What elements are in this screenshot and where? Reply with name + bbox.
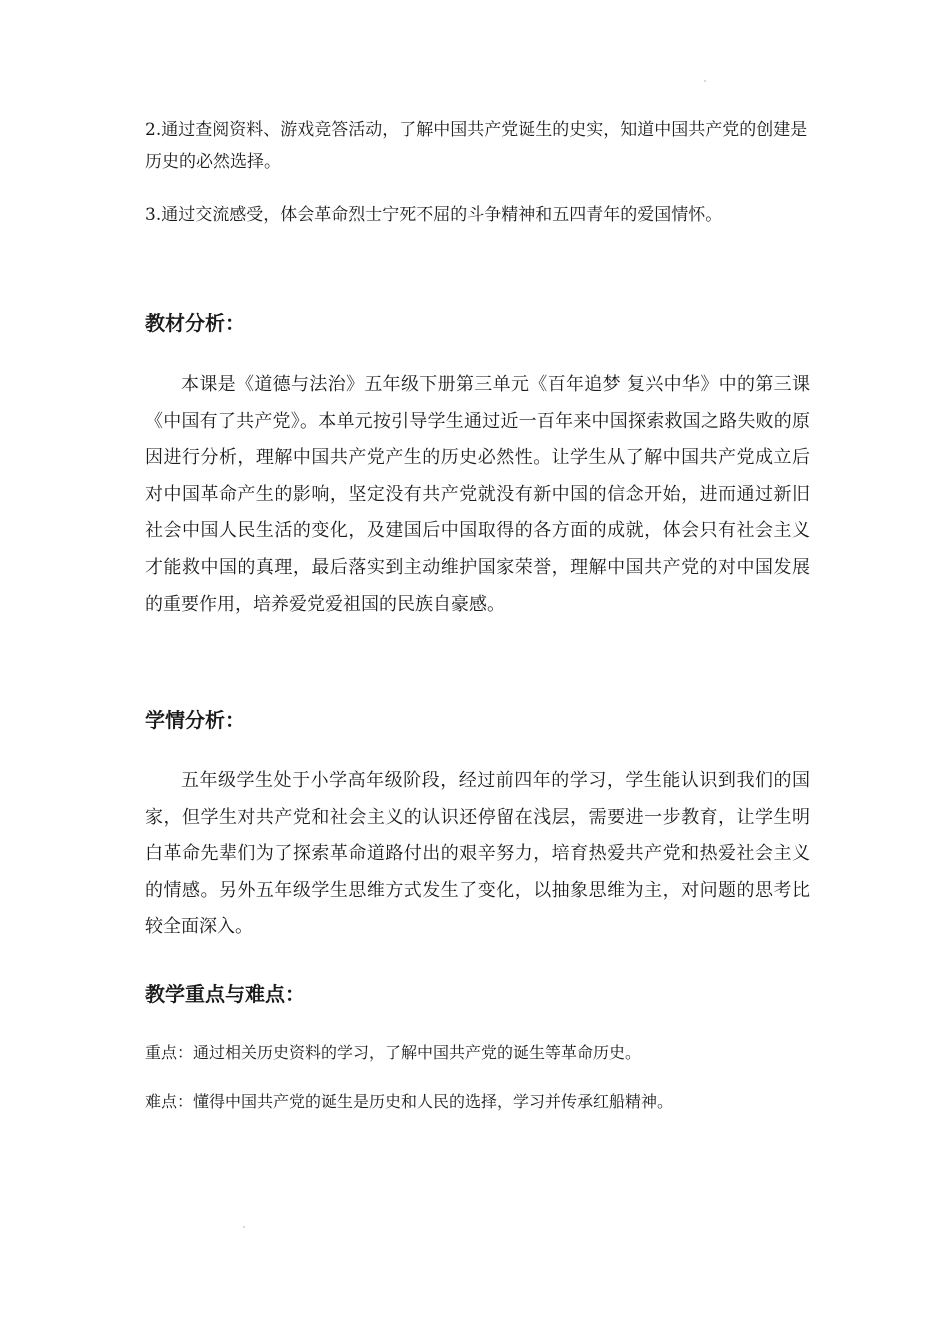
key-difficult-points-heading: 教学重点与难点： [145, 982, 305, 1006]
top-right-dot-mark [704, 80, 706, 82]
student-analysis-body: 五年级学生处于小学高年级阶段，经过前四年的学习，学生能认识到我们的国家，但学生对共产党和社会主义的认识还停留在浅层，需要进一步教育，让学生明白革命先辈们为了探索革命道路付出的艰辛努力，培育热爱共产党和热爱社会主义的情感。另外五年级学生思维方式发生了变化，以抽象思维为主，对问题的思考比较全面深入。 [145, 770, 810, 938]
student-analysis-heading: 学情分析： [145, 708, 245, 732]
objective-3: 3.通过交流感受，体会革命烈士宁死不屈的斗争精神和五四青年的爱国情怀。 [145, 205, 723, 225]
bottom-dot-mark [243, 1226, 245, 1228]
key-point-line: 重点：通过相关历史资料的学习，了解中国共产党的诞生等革命历史。 [145, 1043, 642, 1062]
textbook-analysis-body: 本课是《道德与法治》五年级下册第三单元《百年追梦 复兴中华》中的第三课《中国有了共产党》。本单元按引导学生通过近一百年来中国探索救国之路失败的原因进行分析，理解中国共产党产生的历史必然性。让学生从了解中国共产党成立后对中国革命产生的影响，坚定没有共产党就没有新中国的信念开始，进而通过新旧社会中国人民生活的变化，及建国后中国取得的各方面的成就，体会只有社会主义才能救中国的真理，最后落实到主动维护国家荣誉，理解中国共产党的对中国发展的重要作用，培养爱党爱祖国的民族自豪感。 [145, 374, 810, 615]
textbook-analysis-heading: 教材分析： [145, 311, 245, 335]
difficulty-line: 难点：懂得中国共产党的诞生是历史和人民的选择，学习并传承红船精神。 [145, 1092, 674, 1111]
objective-2: 2.通过查阅资料、游戏竞答活动，了解中国共产党诞生的史实，知道中国共产党的创建是历史的必然选择。 [145, 120, 808, 172]
